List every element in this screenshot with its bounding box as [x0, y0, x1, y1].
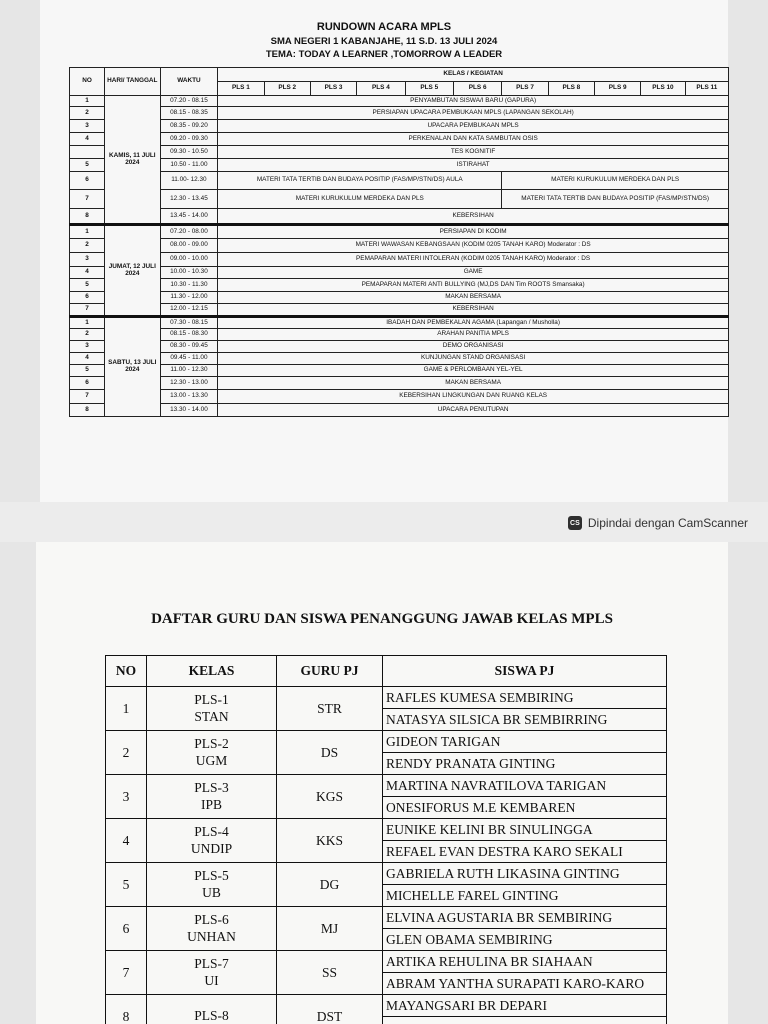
row-time: 13.30 - 14.00	[160, 404, 218, 417]
row-siswa-pj: ABRAM YANTHA SURAPATI KARO-KARO	[383, 973, 667, 995]
row-time: 08.15 - 08.30	[160, 329, 218, 341]
table-row	[70, 329, 729, 341]
table-row	[70, 172, 729, 190]
table-row	[70, 253, 729, 267]
row-no: 1	[70, 225, 105, 239]
day-label: SABTU, 13 JULI 2024	[105, 317, 161, 417]
row-no: 1	[106, 687, 147, 731]
row-activity: PEMAPARAN MATERI ANTI BULLYING (MJ,DS DAN Tim ROOTS Smansaka)	[218, 279, 729, 292]
kelas-code: PLS-3	[194, 779, 229, 795]
row-time: 10.00 - 10.30	[160, 267, 218, 279]
pj-table	[105, 655, 667, 1024]
table-row	[106, 907, 667, 929]
row-kelas	[147, 687, 277, 731]
kelas-name: UI	[204, 972, 219, 988]
row-no: 3	[70, 120, 105, 133]
rundown-subtitle: SMA NEGERI 1 KABANJAHE, 11 S.D. 13 JULI 2024	[270, 36, 498, 47]
kelas-code: PLS-7	[194, 955, 229, 971]
row-no: 8	[70, 404, 105, 417]
kelas-code: PLS-6	[194, 911, 229, 927]
row-no: 2	[70, 239, 105, 253]
row-no: 2	[70, 329, 105, 341]
row-no: 8	[106, 995, 147, 1024]
header-kelas: KELAS	[147, 656, 277, 687]
row-no: 7	[70, 304, 105, 317]
table-row	[70, 107, 729, 120]
row-siswa-pj: ONESIFORUS M.E KEMBAREN	[383, 797, 667, 819]
row-time: 13.45 - 14.00	[160, 209, 218, 225]
row-time: 08.00 - 09.00	[160, 239, 218, 253]
row-kelas	[147, 863, 277, 907]
header-pls-10: PLS 10	[641, 82, 685, 96]
table-row	[106, 819, 667, 841]
header-pls-4: PLS 4	[357, 82, 405, 96]
row-no: 5	[106, 863, 147, 907]
row-time: 12.30 - 13.45	[160, 190, 218, 209]
row-kelas	[147, 951, 277, 995]
header-kelas: KELAS / KEGIATAN	[218, 68, 729, 82]
row-no: 2	[70, 107, 105, 120]
row-guru-pj: DST	[277, 995, 383, 1024]
kelas-name: UB	[202, 884, 221, 900]
table-row	[70, 159, 729, 172]
table-row	[70, 133, 729, 146]
row-kelas	[147, 907, 277, 951]
row-activity: MAKAN BERSAMA	[218, 292, 729, 304]
row-no: 4	[106, 819, 147, 863]
kelas-name: STAN	[194, 708, 229, 724]
table-row	[106, 731, 667, 753]
header-pls-6: PLS 6	[453, 82, 501, 96]
row-no: 6	[106, 907, 147, 951]
row-no: 6	[70, 172, 105, 190]
row-siswa-pj: GLEN OBAMA SEMBIRING	[383, 929, 667, 951]
row-siswa-pj: MICHELLE FAREL GINTING	[383, 885, 667, 907]
row-time: 08.30 - 09.45	[160, 341, 218, 353]
row-activity: PERSIAPAN DI KODIM	[218, 225, 729, 239]
row-time: 09.00 - 10.00	[160, 253, 218, 267]
row-no: 1	[70, 317, 105, 329]
row-activity: GAME	[218, 267, 729, 279]
row-siswa-pj: GIDEON TARIGAN	[383, 731, 667, 753]
row-activity: ARAHAN PANITIA MPLS	[218, 329, 729, 341]
table-row	[70, 190, 729, 209]
row-time: 11.00- 12.30	[160, 172, 218, 190]
table-row	[106, 995, 667, 1017]
row-activity: PERSIAPAN UPACARA PEMBUKAAN MPLS (LAPANGAN SEKOLAH)	[218, 107, 729, 120]
row-activity-left: MATERI TATA TERTIB DAN BUDAYA POSITIP (FAS/MP/STN/DS) AULA	[218, 172, 502, 190]
header-pls-9: PLS 9	[595, 82, 641, 96]
row-activity: KEBERSIHAN LINGKUNGAN DAN RUANG KELAS	[218, 390, 729, 404]
row-time: 08.35 - 09.20	[160, 120, 218, 133]
row-no: 6	[70, 292, 105, 304]
header-no: NO	[106, 656, 147, 687]
table-row	[70, 292, 729, 304]
pj-page	[36, 542, 728, 1024]
table-row	[70, 120, 729, 133]
camscanner-watermark	[568, 516, 748, 530]
row-activity: TES KOGNITIF	[218, 146, 729, 159]
header-hari: HARI/ TANGGAL	[105, 68, 161, 96]
row-no: 8	[70, 209, 105, 225]
header-no: NO	[70, 68, 105, 96]
row-activity: PEMAPARAN MATERI INTOLERAN (KODIM 0205 TANAH KARO) Moderator : DS	[218, 253, 729, 267]
day-label: JUMAT, 12 JULI 2024	[105, 225, 161, 317]
row-activity: UPACARA PENUTUPAN	[218, 404, 729, 417]
row-time: 09.20 - 09.30	[160, 133, 218, 146]
kelas-code: PLS-4	[194, 823, 229, 839]
table-row	[70, 225, 729, 239]
row-kelas	[147, 819, 277, 863]
kelas-name: UNHAN	[187, 928, 236, 944]
row-guru-pj: STR	[277, 687, 383, 731]
kelas-code: PLS-1	[194, 691, 229, 707]
header-pls-1: PLS 1	[218, 82, 264, 96]
row-siswa-pj: REFAEL EVAN DESTRA KARO SEKALI	[383, 841, 667, 863]
row-time: 10.30 - 11.30	[160, 279, 218, 292]
rundown-page	[40, 0, 728, 502]
row-kelas	[147, 731, 277, 775]
day-label: KAMIS, 11 JULI 2024	[105, 96, 161, 225]
table-row	[70, 341, 729, 353]
row-no: 7	[70, 390, 105, 404]
row-no: 1	[70, 96, 105, 107]
row-activity-left: MATERI KURUKULUM MERDEKA DAN PLS	[218, 190, 502, 209]
header-siswa-pj: SISWA PJ	[383, 656, 667, 687]
row-activity: PERKENALAN DAN KATA SAMBUTAN OSIS	[218, 133, 729, 146]
row-no: 5	[70, 279, 105, 292]
row-activity: KEBERSIHAN	[218, 209, 729, 225]
kelas-name: UNDIP	[190, 840, 233, 856]
header-waktu: WAKTU	[160, 68, 218, 96]
row-activity: GAME & PERLOMBAAN YEL-YEL	[218, 365, 729, 377]
row-time: 12.00 - 12.15	[160, 304, 218, 317]
rundown-theme: TEMA: TODAY A LEARNER ,TOMORROW A LEADER	[265, 49, 503, 60]
pj-title: DAFTAR GURU DAN SISWA PENANGGUNG JAWAB KELAS MPLS	[151, 611, 613, 627]
row-siswa-pj: RAFLES KUMESA SEMBIRING	[383, 687, 667, 709]
table-row	[70, 377, 729, 390]
row-guru-pj: SS	[277, 951, 383, 995]
row-no: 6	[70, 377, 105, 390]
row-time: 10.50 - 11.00	[160, 159, 218, 172]
row-guru-pj: DG	[277, 863, 383, 907]
kelas-code: PLS-8	[194, 1008, 229, 1024]
row-no: 5	[70, 159, 105, 172]
row-no: 3	[70, 253, 105, 267]
table-row	[70, 209, 729, 225]
kelas-name: IPB	[200, 796, 222, 812]
row-kelas	[147, 775, 277, 819]
table-row	[70, 267, 729, 279]
table-row	[70, 146, 729, 159]
row-no	[70, 146, 105, 159]
table-row	[70, 239, 729, 253]
row-siswa-pj: ELVINA AGUSTARIA BR SEMBIRING	[383, 907, 667, 929]
kelas-code: PLS-5	[194, 867, 229, 883]
row-time: 07.30 - 08.15	[160, 317, 218, 329]
header-pls-5: PLS 5	[405, 82, 453, 96]
row-time: 08.15 - 08.35	[160, 107, 218, 120]
kelas-name: UGM	[195, 752, 228, 768]
row-guru-pj: DS	[277, 731, 383, 775]
row-activity: PENYAMBUTAN SISWA/I BARU (GAPURA)	[218, 96, 729, 107]
row-no: 3	[70, 341, 105, 353]
row-activity-right: MATERI KURUKULUM MERDEKA DAN PLS	[502, 172, 729, 190]
row-activity: DEMO ORGANISASI	[218, 341, 729, 353]
table-row	[70, 279, 729, 292]
row-activity: MATERI WAWASAN KEBANGSAAN (KODIM 0205 TANAH KARO) Moderator : DS	[218, 239, 729, 253]
row-activity: MAKAN BERSAMA	[218, 377, 729, 390]
row-time: 13.00 - 13.30	[160, 390, 218, 404]
row-no: 4	[70, 353, 105, 365]
table-row	[106, 687, 667, 709]
rundown-title: RUNDOWN ACARA MPLS	[316, 21, 452, 33]
row-time: 11.00 - 12.30	[160, 365, 218, 377]
row-time: 07.20 - 08.00	[160, 225, 218, 239]
row-siswa-pj: RENDY PRANATA GINTING	[383, 753, 667, 775]
row-siswa-pj	[383, 1017, 667, 1024]
row-activity: IBADAH DAN PEMBEKALAN AGAMA (Lapangan / Musholla)	[218, 317, 729, 329]
row-no: 7	[70, 190, 105, 209]
row-no: 5	[70, 365, 105, 377]
header-pls-3: PLS 3	[310, 82, 356, 96]
row-siswa-pj: MAYANGSARI BR DEPARI	[383, 995, 667, 1017]
row-no: 2	[106, 731, 147, 775]
row-no: 7	[106, 951, 147, 995]
row-guru-pj: KGS	[277, 775, 383, 819]
row-activity-right: MATERI TATA TERTIB DAN BUDAYA POSITIP (FAS/MP/STN/DS)	[502, 190, 729, 209]
row-kelas	[147, 995, 277, 1024]
table-row	[106, 775, 667, 797]
scanner-bar	[0, 502, 768, 542]
row-activity: ISTIRAHAT	[218, 159, 729, 172]
header-pls-11: PLS 11	[685, 82, 728, 96]
row-siswa-pj: GABRIELA RUTH LIKASINA GINTING	[383, 863, 667, 885]
row-siswa-pj: EUNIKE KELINI BR SINULINGGA	[383, 819, 667, 841]
table-row	[106, 951, 667, 973]
row-time: 11.30 - 12.00	[160, 292, 218, 304]
header-pls-7: PLS 7	[502, 82, 548, 96]
row-no: 3	[106, 775, 147, 819]
kelas-code: PLS-2	[194, 735, 229, 751]
row-time: 07.20 - 08.15	[160, 96, 218, 107]
row-siswa-pj: MARTINA NAVRATILOVA TARIGAN	[383, 775, 667, 797]
row-time: 09.45 - 11.00	[160, 353, 218, 365]
header-pls-2: PLS 2	[264, 82, 310, 96]
camscanner-label: Dipindai dengan CamScanner	[587, 516, 748, 530]
row-siswa-pj: NATASYA SILSICA BR SEMBIRRING	[383, 709, 667, 731]
row-no: 4	[70, 133, 105, 146]
row-guru-pj: MJ	[277, 907, 383, 951]
table-row	[70, 390, 729, 404]
rundown-table	[69, 67, 729, 417]
table-row	[70, 96, 729, 107]
table-row	[106, 863, 667, 885]
table-row	[70, 404, 729, 417]
table-row	[70, 304, 729, 317]
row-time: 09.30 - 10.50	[160, 146, 218, 159]
table-row	[70, 353, 729, 365]
table-row	[70, 365, 729, 377]
row-activity: KEBERSIHAN	[218, 304, 729, 317]
camscanner-logo-icon: CS	[568, 516, 582, 530]
header-guru-pj: GURU PJ	[277, 656, 383, 687]
table-row	[70, 317, 729, 329]
row-activity: KUNJUNGAN STAND ORGANISASI	[218, 353, 729, 365]
header-pls-8: PLS 8	[548, 82, 594, 96]
row-guru-pj: KKS	[277, 819, 383, 863]
row-activity: UPACARA PEMBUKAAN MPLS	[218, 120, 729, 133]
row-no: 4	[70, 267, 105, 279]
row-siswa-pj: ARTIKA REHULINA BR SIAHAAN	[383, 951, 667, 973]
row-time: 12.30 - 13.00	[160, 377, 218, 390]
